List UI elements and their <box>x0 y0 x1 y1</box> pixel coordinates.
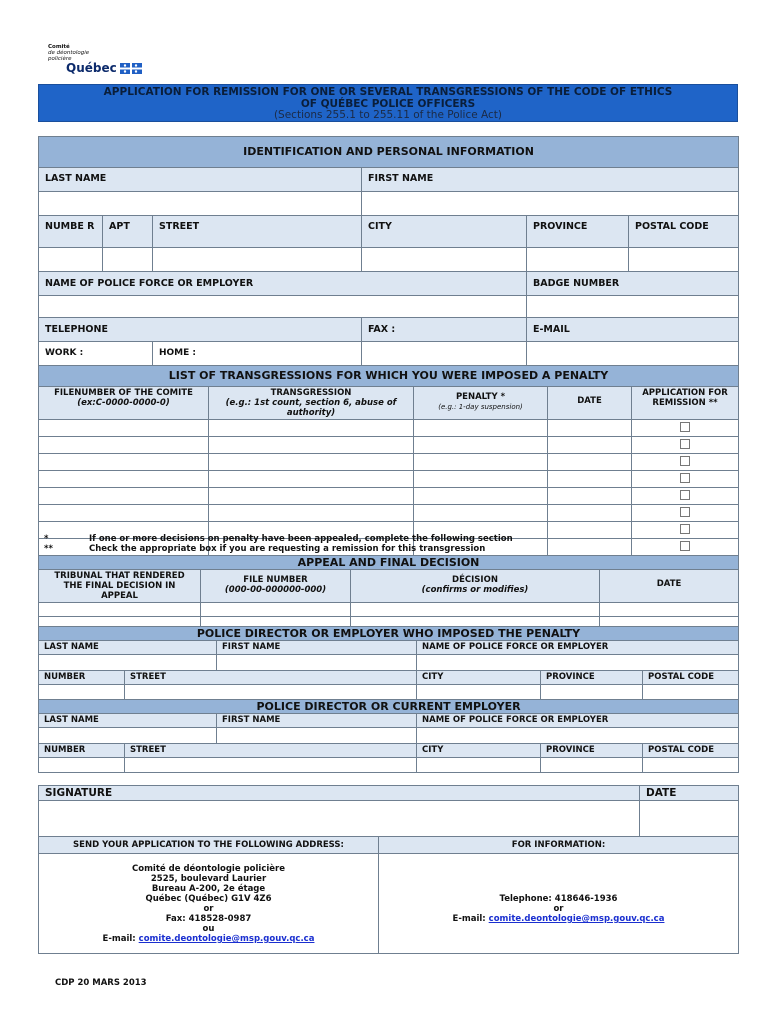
logo-line-2: de déontologie <box>48 50 90 56</box>
dc-first-name-label: FIRST NAME <box>217 714 417 728</box>
badge-number-field[interactable] <box>527 296 739 318</box>
transgression-header-example: (e.g.: 1st count, section 6, abuse of authority) <box>225 398 397 418</box>
table-row-cell[interactable] <box>39 420 209 437</box>
tribunal-header: TRIBUNAL THAT RENDERED THE FINAL DECISION IN APPEAL <box>39 570 201 603</box>
table-row-cell[interactable] <box>548 471 632 488</box>
dp-street-field[interactable] <box>125 685 417 700</box>
form-title-line-1: APPLICATION FOR REMISSION FOR ONE OR SEVERAL TRANSGRESSIONS OF THE CODE OF ETHICS <box>103 86 673 98</box>
street-field[interactable] <box>153 248 362 272</box>
work-phone-field[interactable] <box>39 342 153 366</box>
telephone-label: TELEPHONE <box>39 318 362 342</box>
table-row-cell[interactable] <box>209 488 414 505</box>
remission-cell <box>632 420 739 437</box>
address-line-5: or <box>203 904 214 914</box>
note-1-mark: * <box>44 534 49 544</box>
penalty-header-example: (e.g.: 1-day suspension) <box>438 403 523 411</box>
signature-field[interactable] <box>39 801 640 838</box>
remission-cell <box>632 488 739 505</box>
logo-line-3: policière <box>48 56 72 62</box>
info-email-link[interactable]: comite.deontologie@msp.gouv.qc.ca <box>488 914 665 924</box>
remission-cell <box>632 471 739 488</box>
apt-label: APT <box>103 216 153 248</box>
table-row-cell[interactable] <box>414 488 548 505</box>
dc-street-field[interactable] <box>125 758 417 773</box>
home-phone-field[interactable] <box>153 342 362 366</box>
dp-postal-code-label: POSTAL CODE <box>643 671 739 685</box>
director-current-section-title: POLICE DIRECTOR OR CURRENT EMPLOYER <box>39 700 739 714</box>
fleur-de-lis-flag-icon <box>120 63 142 74</box>
dc-first-name-field[interactable] <box>217 728 417 744</box>
table-row-cell[interactable] <box>414 420 548 437</box>
number-field[interactable] <box>39 248 103 272</box>
city-label: CITY <box>362 216 527 248</box>
remission-cell <box>632 505 739 522</box>
dc-number-field[interactable] <box>39 758 125 773</box>
last-name-field[interactable] <box>39 192 362 216</box>
first-name-field[interactable] <box>362 192 739 216</box>
province-field[interactable] <box>527 248 629 272</box>
remission-cell <box>632 454 739 471</box>
information-title: FOR INFORMATION: <box>379 837 739 854</box>
employer-label: NAME OF POLICE FORCE OR EMPLOYER <box>39 272 527 296</box>
city-field[interactable] <box>362 248 527 272</box>
identification-section-title: IDENTIFICATION AND PERSONAL INFORMATION <box>39 137 739 168</box>
identification-table <box>38 136 739 366</box>
table-row-cell[interactable] <box>548 454 632 471</box>
appeal-section-title: APPEAL AND FINAL DECISION <box>39 556 739 570</box>
badge-number-label: BADGE NUMBER <box>527 272 739 296</box>
signature-date-label: DATE <box>640 786 739 801</box>
table-row-cell[interactable] <box>39 437 209 454</box>
first-name-label: FIRST NAME <box>362 168 739 192</box>
dp-province-label: PROVINCE <box>541 671 643 685</box>
table-row-cell[interactable] <box>39 603 201 617</box>
remission-checkbox[interactable] <box>680 507 690 517</box>
table-row-cell[interactable] <box>209 471 414 488</box>
province-label: PROVINCE <box>527 216 629 248</box>
address-fax: Fax: 418528-0987 <box>165 914 252 924</box>
dp-postal-code-field[interactable] <box>643 685 739 700</box>
penalty-header-text: PENALTY * <box>455 392 506 402</box>
dp-first-name-label: FIRST NAME <box>217 641 417 655</box>
dp-street-label: STREET <box>125 671 417 685</box>
decision-header-text: DÉCISION <box>452 575 498 585</box>
remission-checkbox[interactable] <box>680 456 690 466</box>
director-current-table <box>38 699 739 773</box>
signature-date-field[interactable] <box>640 801 739 838</box>
decision-header <box>351 570 600 603</box>
table-row-cell[interactable] <box>414 437 548 454</box>
title-banner <box>38 84 738 122</box>
dc-city-field[interactable] <box>417 758 541 773</box>
dp-last-name-field[interactable] <box>39 655 217 671</box>
appeal-file-header <box>201 570 351 603</box>
file-number-header <box>39 387 209 420</box>
fax-label: FAX : <box>362 318 527 342</box>
director-penalty-section-title: POLICE DIRECTOR OR EMPLOYER WHO IMPOSED THE PENALTY <box>39 627 739 641</box>
last-name-label: LAST NAME <box>39 168 362 192</box>
address-line-7: ou <box>202 924 215 934</box>
address-line-4: Québec (Québec) G1V 4Z6 <box>145 894 272 904</box>
transgressions-table <box>38 365 739 556</box>
table-row-cell[interactable] <box>548 420 632 437</box>
transgression-header <box>209 387 414 420</box>
note-2-mark: ** <box>44 544 53 554</box>
table-row-cell[interactable] <box>600 603 739 617</box>
note-2-text: Check the appropriate box if you are requesting a remission for this transgression <box>89 544 486 554</box>
footer-code: CDP 20 MARS 2013 <box>55 978 147 988</box>
form-title-line-2: OF QUÉBEC POLICE OFFICERS <box>300 97 476 110</box>
note-1-text: If one or more decisions on penalty have been appealed, complete the following section <box>89 534 513 544</box>
info-or: or <box>553 904 564 914</box>
table-row-cell[interactable] <box>548 488 632 505</box>
dc-province-label: PROVINCE <box>541 744 643 758</box>
table-row-cell[interactable] <box>39 454 209 471</box>
dp-first-name-field[interactable] <box>217 655 417 671</box>
dp-city-label: CITY <box>417 671 541 685</box>
table-row-cell[interactable] <box>39 505 209 522</box>
decision-header-example: (confirms or modifies) <box>421 585 529 595</box>
info-phone: Telephone: 418646-1936 <box>499 894 618 904</box>
address-line-1: Comité de déontologie policière <box>132 864 285 874</box>
penalty-header <box>414 387 548 420</box>
dp-employer-label: NAME OF POLICE FORCE OR EMPLOYER <box>417 641 739 655</box>
signature-label: SIGNATURE <box>39 786 640 801</box>
dc-province-field[interactable] <box>541 758 643 773</box>
dp-city-field[interactable] <box>417 685 541 700</box>
info-email-label: E-mail: <box>452 914 489 924</box>
dp-last-name-label: LAST NAME <box>39 641 217 655</box>
table-row-cell[interactable] <box>414 454 548 471</box>
dp-employer-field[interactable] <box>417 655 739 671</box>
transgression-header-text: TRANSGRESSION <box>270 388 352 398</box>
address-line-3: Bureau A-200, 2e étage <box>151 884 266 894</box>
table-row-cell[interactable] <box>351 603 600 617</box>
number-label: NUMBE R <box>39 216 103 248</box>
dc-postal-code-label: POSTAL CODE <box>643 744 739 758</box>
remission-checkbox[interactable] <box>680 439 690 449</box>
director-penalty-table <box>38 626 739 700</box>
mailing-address <box>39 854 379 954</box>
logo <box>48 44 158 74</box>
logo-line-1: Comité <box>48 44 70 50</box>
fax-field[interactable] <box>362 342 527 366</box>
logo-word: Québec <box>66 61 117 75</box>
dp-number-label: NUMBER <box>39 671 125 685</box>
address-email-label: E-mail: <box>102 934 139 944</box>
remission-header: APPLICATION FOR REMISSION ** <box>632 387 739 420</box>
dc-city-label: CITY <box>417 744 541 758</box>
postal-code-field[interactable] <box>629 248 739 272</box>
work-label: WORK : <box>45 348 84 358</box>
remission-cell <box>632 437 739 454</box>
dc-employer-field[interactable] <box>417 728 739 744</box>
appeal-table <box>38 555 739 631</box>
send-address-title: SEND YOUR APPLICATION TO THE FOLLOWING ADDRESS: <box>39 837 379 854</box>
table-row-cell[interactable] <box>209 420 414 437</box>
email-label: E-MAIL <box>527 318 739 342</box>
table-row-cell[interactable] <box>209 505 414 522</box>
email-field[interactable] <box>527 342 739 366</box>
table-row-cell[interactable] <box>414 505 548 522</box>
dc-street-label: STREET <box>125 744 417 758</box>
appeal-date-header: DATE <box>600 570 739 603</box>
remission-checkbox[interactable] <box>680 473 690 483</box>
home-label: HOME : <box>159 348 197 358</box>
information-contact <box>379 854 739 954</box>
appeal-file-header-example: (000-00-000000-000) <box>224 585 327 595</box>
address-email-link[interactable]: comite.deontologie@msp.gouv.qc.ca <box>138 934 315 944</box>
signature-table <box>38 785 739 838</box>
remission-checkbox[interactable] <box>680 490 690 500</box>
dc-postal-code-field[interactable] <box>643 758 739 773</box>
remission-checkbox[interactable] <box>680 422 690 432</box>
dc-last-name-label: LAST NAME <box>39 714 217 728</box>
file-number-header-example: (ex:C-0000-0000-0) <box>77 398 170 408</box>
table-row-cell[interactable] <box>39 471 209 488</box>
date-header: DATE <box>548 387 632 420</box>
postal-code-label: POSTAL CODE <box>629 216 739 248</box>
footnotes <box>44 534 734 554</box>
dc-employer-label: NAME OF POLICE FORCE OR EMPLOYER <box>417 714 739 728</box>
file-number-header-text: FILENUMBER OF THE COMITE <box>54 388 193 398</box>
dp-province-field[interactable] <box>541 685 643 700</box>
employer-field[interactable] <box>39 296 527 318</box>
table-row-cell[interactable] <box>201 603 351 617</box>
street-label: STREET <box>153 216 362 248</box>
apt-field[interactable] <box>103 248 153 272</box>
address-table <box>38 836 739 954</box>
form-title-subtitle: (Sections 255.1 to 255.11 of the Police Act) <box>273 109 503 121</box>
table-row-cell[interactable] <box>39 488 209 505</box>
table-row-cell[interactable] <box>548 505 632 522</box>
dp-number-field[interactable] <box>39 685 125 700</box>
table-row-cell[interactable] <box>209 437 414 454</box>
address-line-2: 2525, boulevard Laurier <box>150 874 267 884</box>
dc-last-name-field[interactable] <box>39 728 217 744</box>
table-row-cell[interactable] <box>548 437 632 454</box>
appeal-file-header-text: FILE NUMBER <box>243 575 308 585</box>
remission-checkbox[interactable] <box>680 524 690 534</box>
dc-number-label: NUMBER <box>39 744 125 758</box>
table-row-cell[interactable] <box>414 471 548 488</box>
transgressions-section-title: LIST OF TRANSGRESSIONS FOR WHICH YOU WERE IMPOSED A PENALTY <box>39 366 739 387</box>
table-row-cell[interactable] <box>209 454 414 471</box>
